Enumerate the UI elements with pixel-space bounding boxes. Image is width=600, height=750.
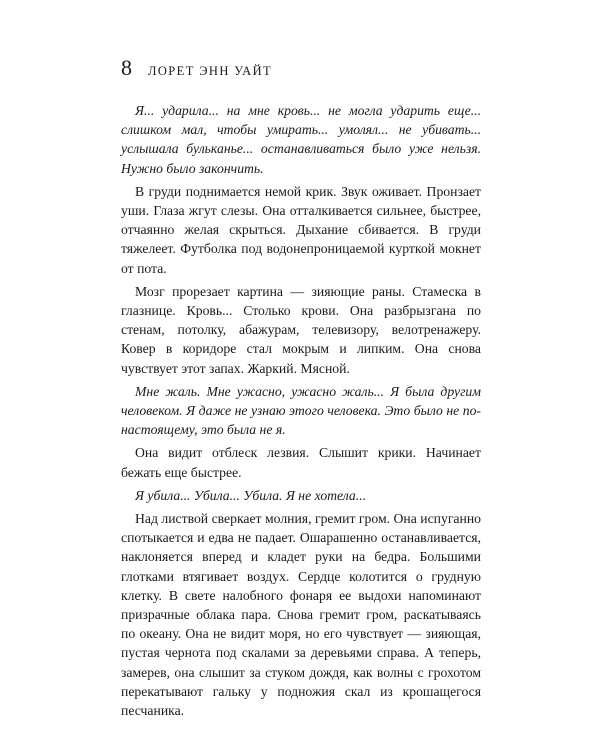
paragraph-italic: Я убила... Убила... Убила. Я не хотела... (135, 487, 367, 503)
author-name: ЛОРЕТ ЭНН УАЙТ (148, 64, 273, 78)
paragraph: Мозг прорезает картина — зияющие раны. Стамеска в глазнице. Кровь... Столько крови. Она разбрызгана по стенам, потолку, абажурам, телевизору, велотренажеру. Ковер в коридоре стал мокрым и липким. Она снова чувствует этот запах. Жаркий. Мясной. (121, 283, 481, 376)
paragraph: Над листвой сверкает молния, гремит гром. Она испуганно спотыкается и едва не падает. Ошарашенно останавливается, наклоняется вперед и кладет руки на бедра. Большими глотками втягивает воздух. Сердце колотится о грудную клетку. В свете налобного фонаря ее выдохи напоминают призрачные облака пара. Снова гремит гром, раскатываясь по океану. Она не видит моря, но его чувствует — зияющая, пустая чернота под скалами за деревьями справа. А теперь, замерев, она слышит за стуком дождя, как волны с грохотом перекатывают гальку у подножия скал из крошащегося песчаника. (121, 511, 481, 719)
page-number: 8 (121, 55, 132, 80)
running-header (121, 55, 272, 81)
paragraph: Она видит отблеск лезвия. Слышит крики. Начинает бежать еще быстрее. (121, 445, 481, 480)
paragraph-italic: Я... ударила... на мне кровь... не могла ударить еще... слишком мал, чтобы умирать... умолял... не убивать... услышала бульканье... останавливаться было уже нельзя. Нужно было закончить. (121, 103, 481, 176)
paragraph-italic: Мне жаль. Мне ужасно, ужасно жаль... Я была другим человеком. Я даже не узнаю этого человека. Это было не по-настоящему, это была не я. (121, 383, 481, 438)
body-text (121, 101, 481, 724)
paragraph: В груди поднимается немой крик. Звук оживает. Пронзает уши. Глаза жгут слезы. Она отталкивается сильнее, быстрее, отчаянно желая скрыться. Дыхание сбивается. В груди тяжелеет. Футболка под водонепроницаемой курткой мокнет от пота. (121, 183, 481, 276)
